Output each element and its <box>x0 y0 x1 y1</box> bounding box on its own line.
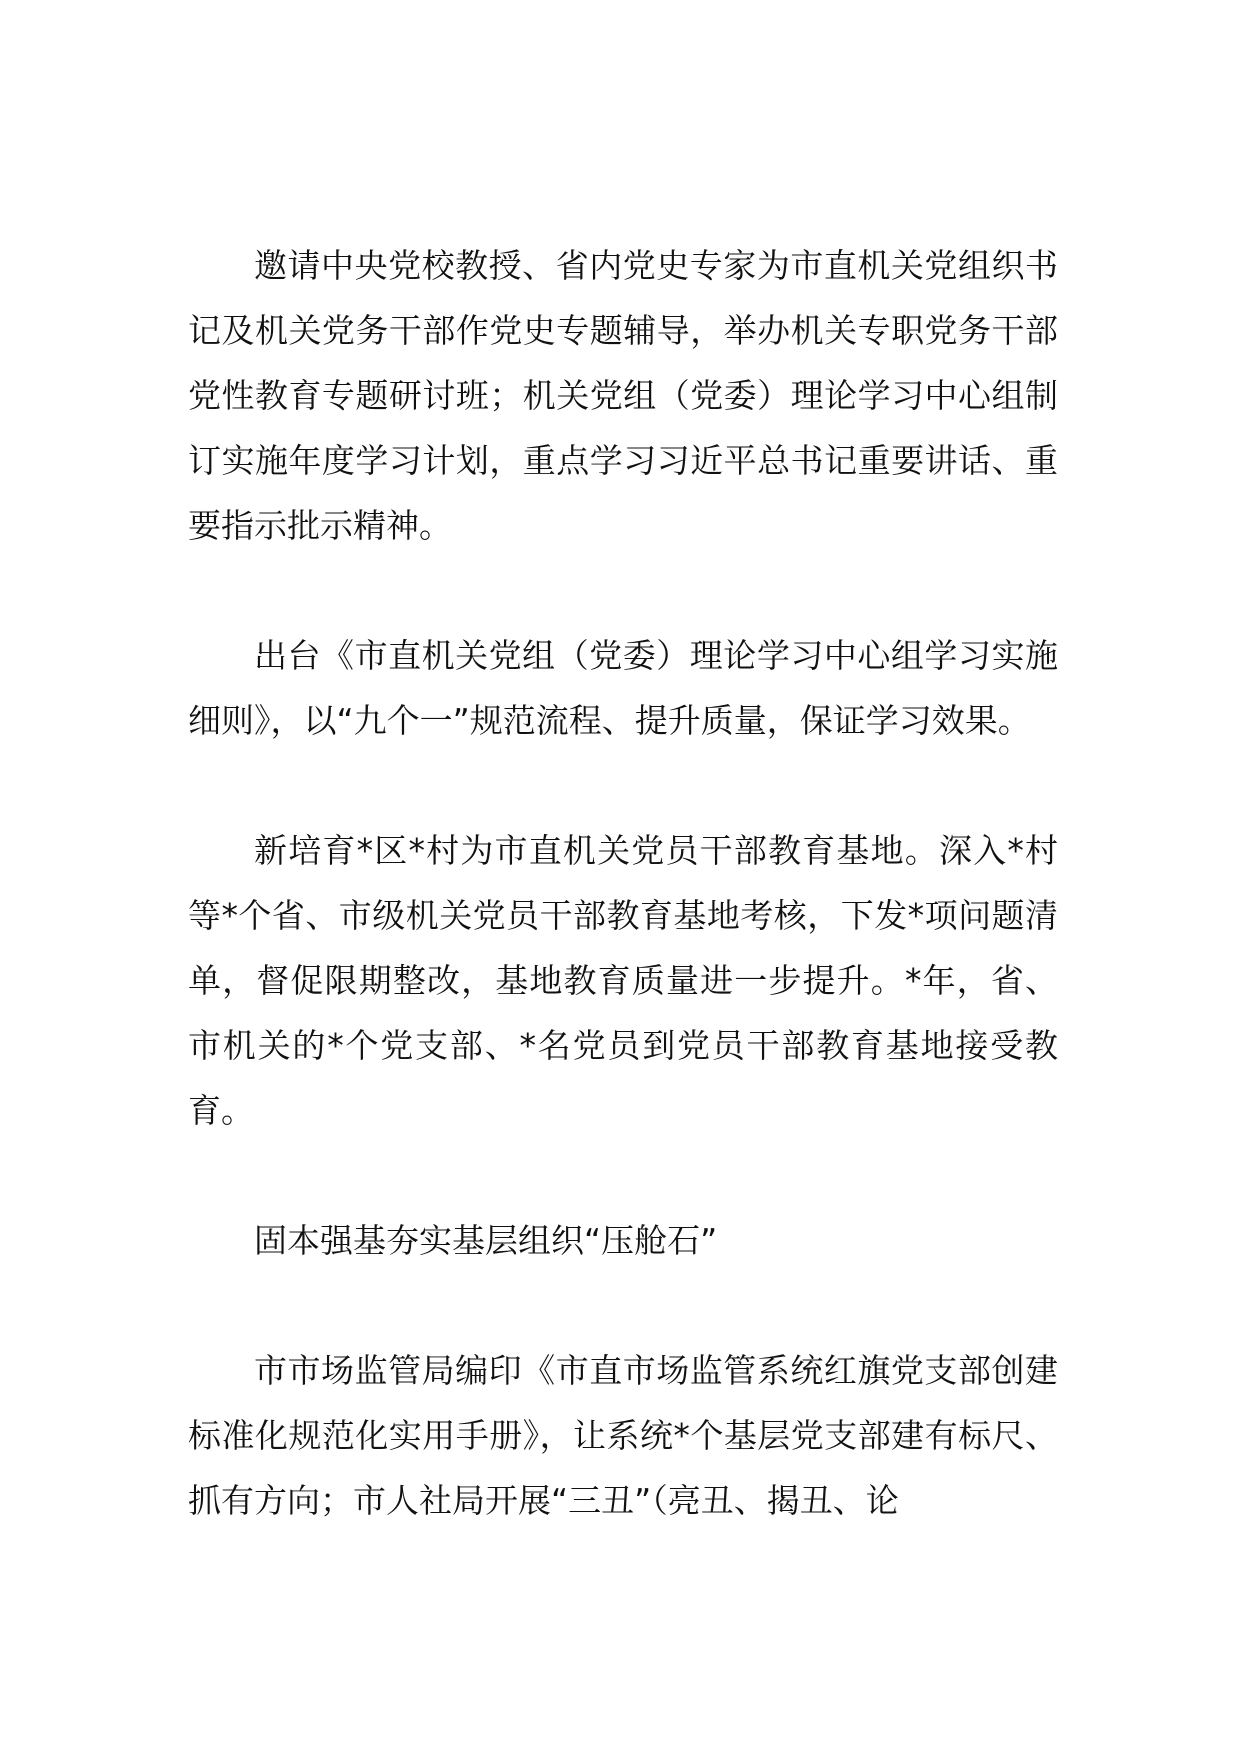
document-body <box>188 233 1058 1533</box>
paragraph-market-supervision: 市市场监管局编印《市直市场监管系统红旗党支部创建标准化规范化实用手册》，让系统*个基层党支部建有标尺、抓有方向；市人社局开展“三丑”（亮丑、揭丑、论 <box>188 1351 1058 1520</box>
paragraph-party-history-lectures: 邀请中央党校教授、省内党史专家为市直机关党组织书记及机关党务干部作党史专题辅导，举办机关专职党务干部党性教育专题研讨班；机关党组（党委）理论学习中心组制订实施年度学习计划，重点学习习近平总书记重要讲话、重要指示批示精神。 <box>188 246 1058 545</box>
paragraph-study-rules: 出台《市直机关党组（党委）理论学习中心组学习实施细则》，以“九个一”规范流程、提升质量，保证学习效果。 <box>188 636 1058 740</box>
section-heading-grassroots: 固本强基夯实基层组织“压舱石” <box>254 1221 718 1260</box>
paragraph-education-base: 新培育*区*村为市直机关党员干部教育基地。深入*村等*个省、市级机关党员干部教育基地考核，下发*项问题清单，督促限期整改，基地教育质量进一步提升。*年，省、市机关的*个党支部、*名党员到党员干部教育基地接受教育。 <box>188 831 1058 1130</box>
